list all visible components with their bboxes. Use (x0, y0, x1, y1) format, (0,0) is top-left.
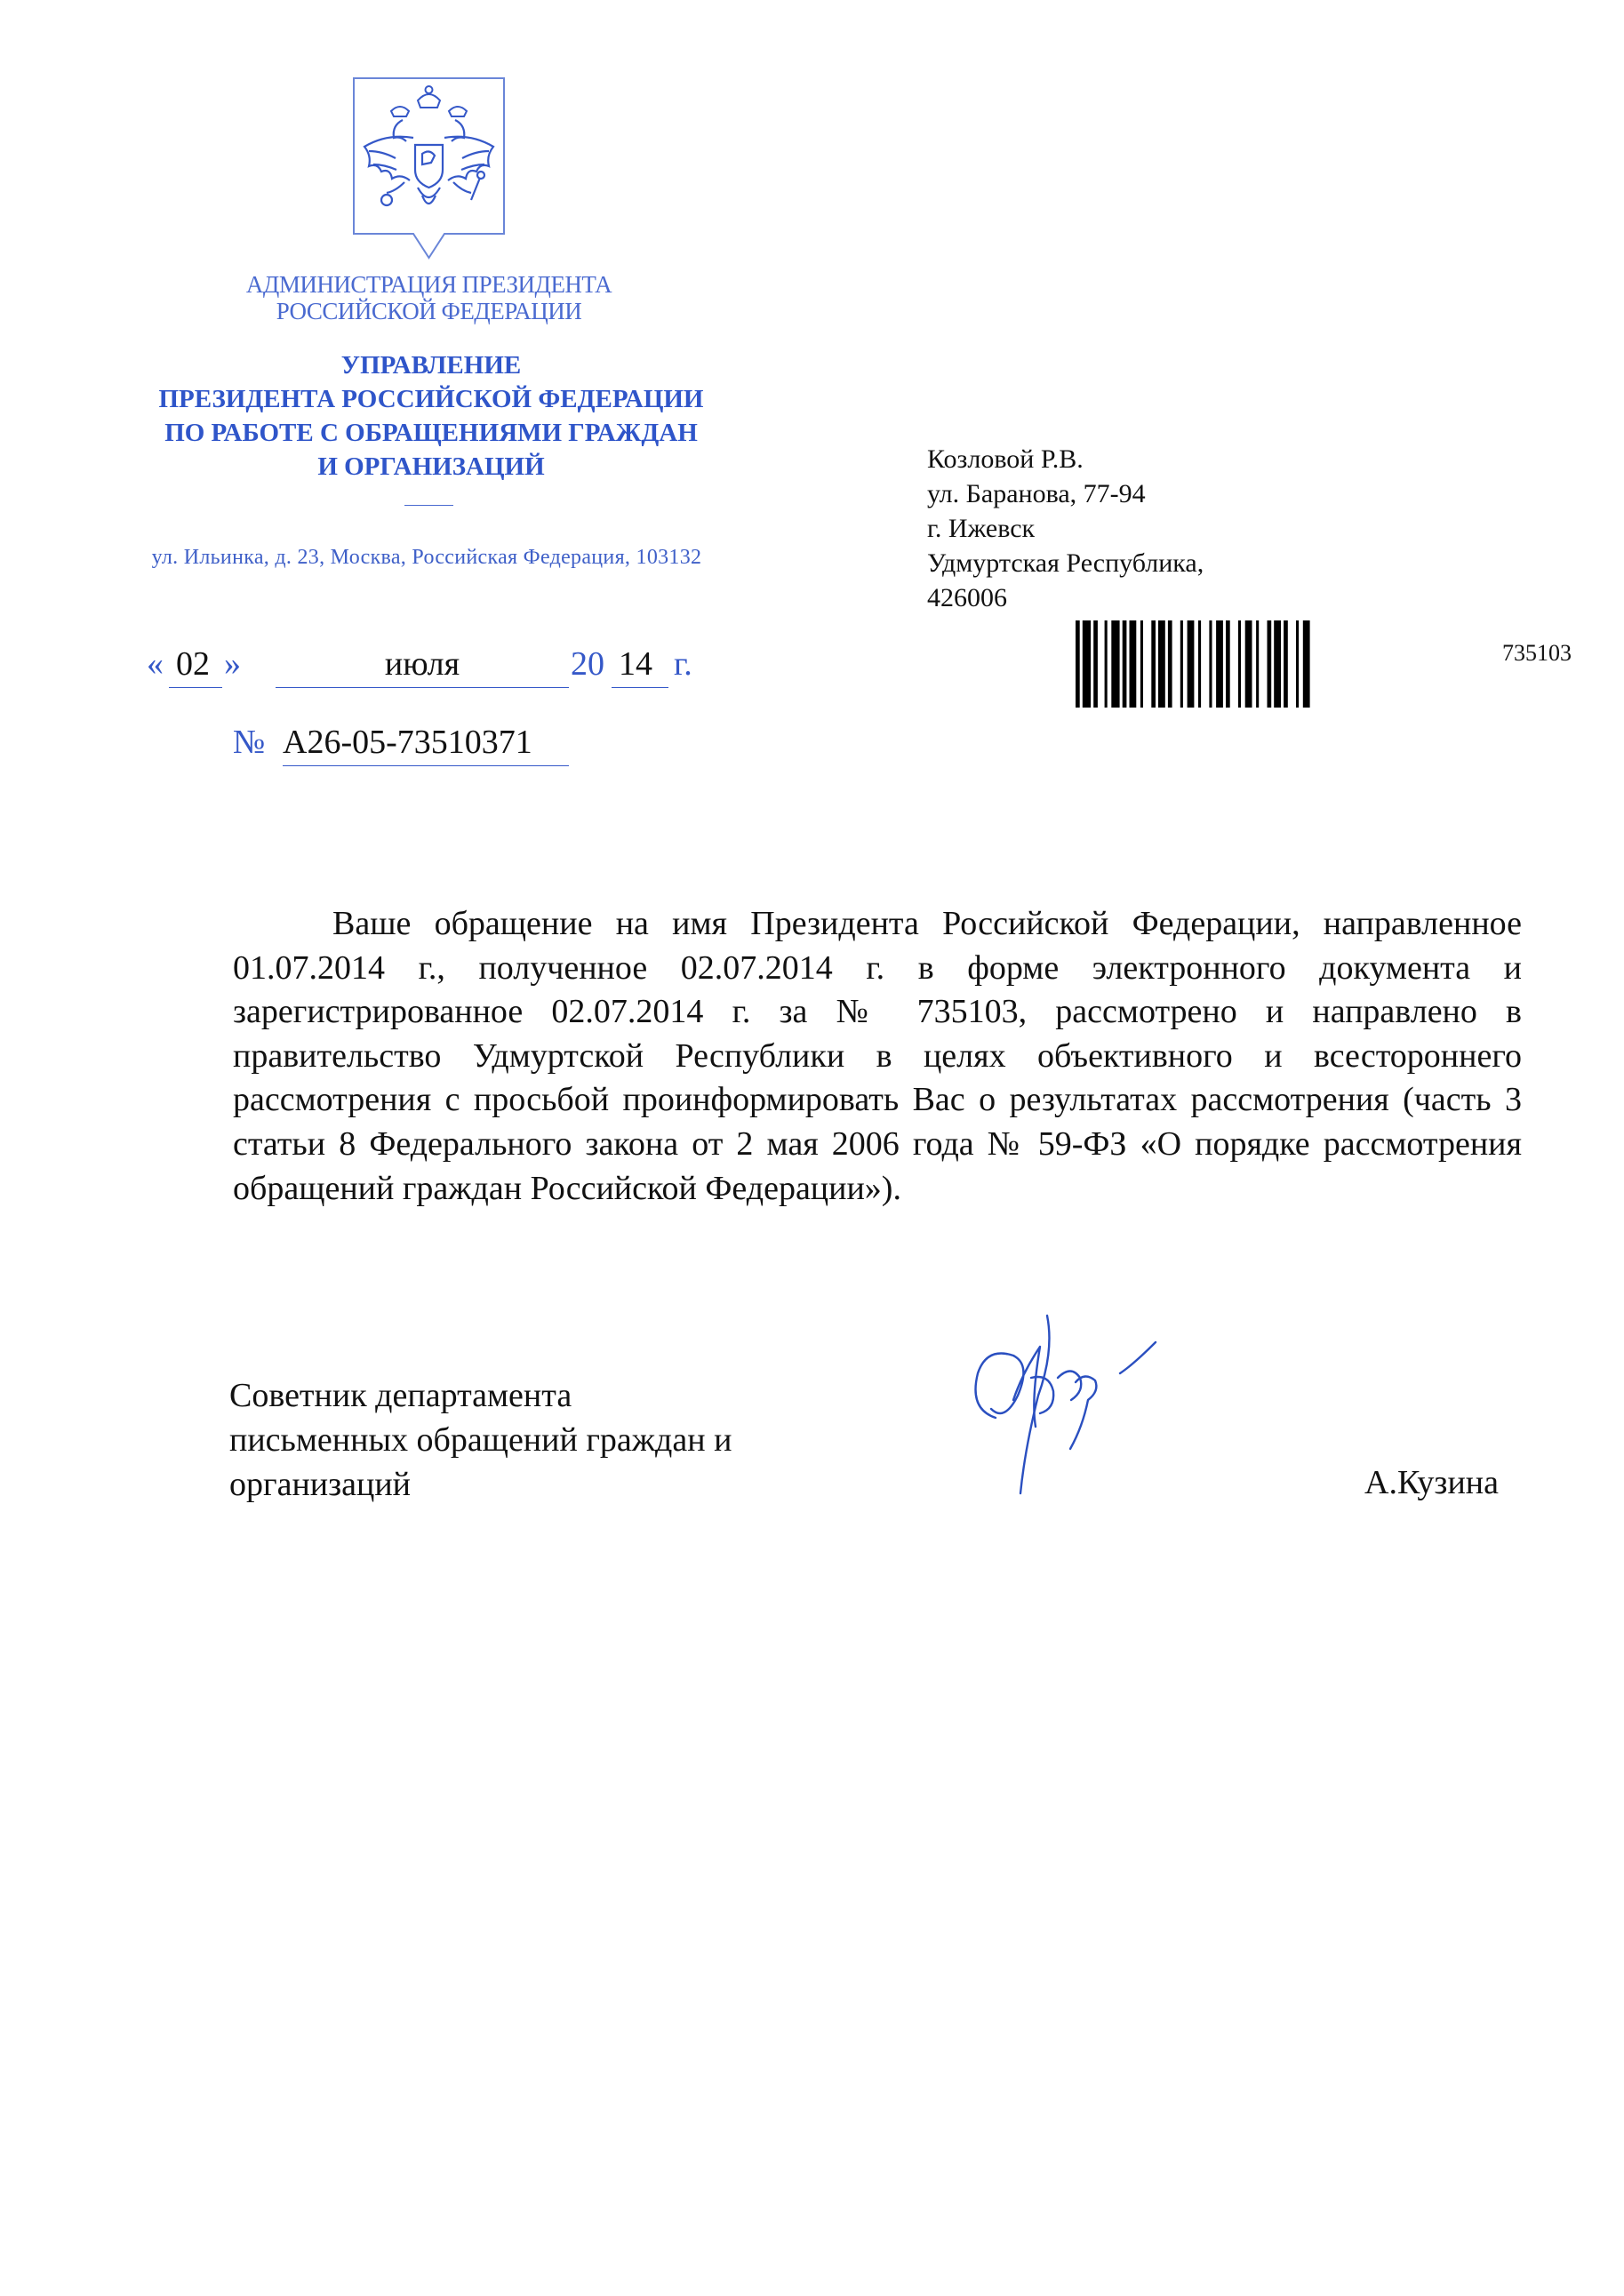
russian-coat-of-arms-icon (351, 76, 507, 262)
barcode-icon (1076, 620, 1476, 708)
barcode-bar (1274, 620, 1281, 708)
signatory-title-line-1: Советник департамента (229, 1377, 572, 1414)
administration-title (178, 271, 680, 324)
date-month-underline (276, 687, 569, 688)
handwritten-signature-icon (942, 1293, 1209, 1516)
department-line-3: ПО РАБОТЕ С ОБРАЩЕНИЯМИ ГРАЖДАН (164, 419, 698, 447)
date-day: 02 (176, 645, 210, 683)
department-line-1: УПРАВЛЕНИЕ (340, 351, 522, 380)
administration-line-1: АДМИНИСТРАЦИЯ ПРЕЗИДЕНТА (245, 271, 612, 298)
barcode-bar (1268, 620, 1272, 708)
signatory-name: А.Кузина (1364, 1464, 1499, 1501)
barcode-bar (1180, 620, 1183, 708)
barcode-bar (1216, 620, 1223, 708)
barcode-number: 735103 (1502, 640, 1572, 666)
barcode-bar (1093, 620, 1098, 708)
barcode-bar (1105, 620, 1108, 708)
barcode-bar (1076, 620, 1080, 708)
barcode-bar (1158, 620, 1165, 708)
department-title (98, 348, 764, 484)
barcode-bar (1151, 620, 1156, 708)
date-century: 20 (571, 645, 604, 683)
barcode-bar (1209, 620, 1212, 708)
reference-number-sign: № (233, 724, 266, 761)
header-divider (404, 505, 453, 506)
barcode-bar (1168, 620, 1172, 708)
barcode-bar (1256, 620, 1259, 708)
date-year: 14 (619, 645, 652, 683)
barcode-bar (1245, 620, 1252, 708)
sender-address: ул. Ильинка, д. 23, Москва, Российская Федерация, 103132 (151, 546, 702, 569)
reference-number-underline (283, 765, 569, 766)
barcode-bar (1140, 620, 1143, 708)
date-day-underline (169, 687, 222, 688)
recipient-block (927, 442, 1300, 615)
barcode-bar (1123, 620, 1127, 708)
recipient-city: г. Ижевск (927, 514, 1036, 543)
barcode-bar (1238, 620, 1241, 708)
administration-line-2: РОССИЙСКОЙ ФЕДЕРАЦИИ (276, 298, 582, 324)
barcode-bar (1296, 620, 1299, 708)
barcode-bar (1226, 620, 1230, 708)
signatory-title-line-2: письменных обращений граждан и (229, 1421, 732, 1459)
recipient-postcode: 426006 (927, 583, 1007, 612)
barcode-bar (1188, 620, 1195, 708)
date-month: июля (384, 645, 460, 683)
department-line-4: И ОРГАНИЗАЦИЙ (317, 452, 545, 481)
date-suffix: г. (674, 645, 692, 683)
department-line-2: ПРЕЗИДЕНТА РОССИЙСКОЙ ФЕДЕРАЦИИ (158, 385, 704, 413)
recipient-name: Козловой Р.В. (927, 444, 1084, 474)
barcode-bar (1198, 620, 1201, 708)
date-close-quote: » (224, 645, 241, 683)
barcode-bar (1284, 620, 1288, 708)
recipient-region: Удмуртская Республика, (927, 548, 1204, 578)
barcode-bar (1303, 620, 1310, 708)
signatory-title (229, 1373, 869, 1507)
signatory-title-line-3: организаций (229, 1466, 412, 1503)
letter-body: Ваше обращение на имя Президента Российской Федерации, направленное 01.07.2014 г., полученное 02.07.2014 г. в форме электронного документа и зарегистрированное 02.07.2014 г. за № 735103, рассмотрено и направлено в правительство Удмуртской Республики в целях объективного и всестороннего рассмотрения с просьбой проинформировать Вас о результатах рассмотрения (часть 3 статьи 8 Федерального закона от 2 мая 2006 года № 59-ФЗ «О порядке рассмотрения обращений граждан Российской Федерации»). (233, 905, 1522, 1207)
reference-number: А26-05-73510371 (283, 724, 532, 761)
barcode-bar (1130, 620, 1137, 708)
date-open-quote: « (147, 645, 164, 683)
date-year-underline (612, 687, 668, 688)
barcode-bar (1083, 620, 1091, 708)
recipient-street: ул. Баранова, 77-94 (927, 479, 1146, 508)
barcode-bar (1111, 620, 1119, 708)
